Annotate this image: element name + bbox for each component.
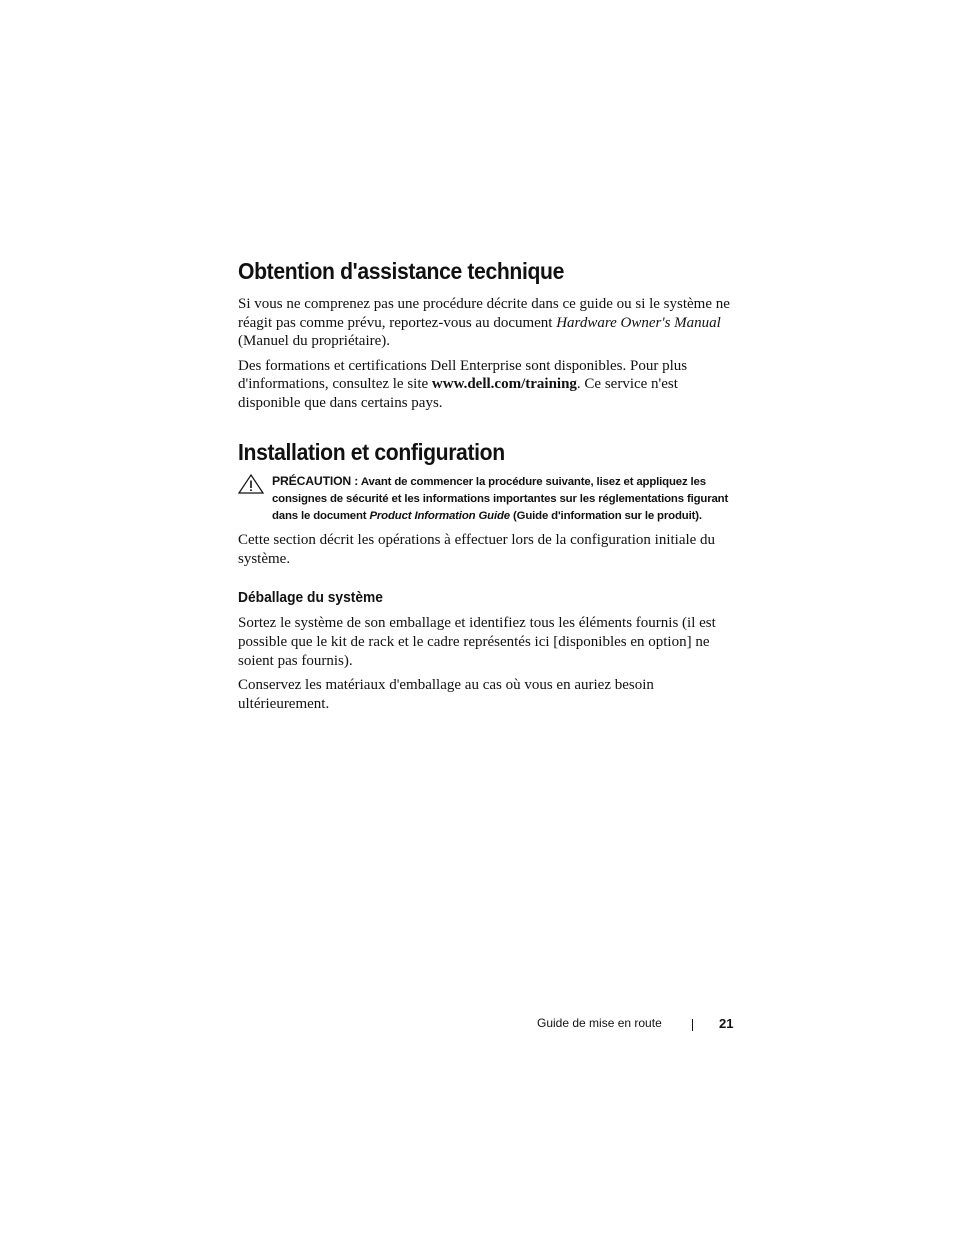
text-run: (Manuel du propriétaire). — [238, 333, 391, 350]
caution-text — [272, 473, 738, 526]
section-heading-support: Obtention d'assistance technique — [238, 258, 565, 284]
document-title: Hardware Owner's Manual — [556, 314, 721, 331]
text-run: Si vous ne comprenez pas une procédure décrite dans ce guide ou si le système ne réagit pas comme prévu, reportez-vous au document — [238, 296, 730, 331]
unpacking-paragraph-1: Sortez le système de son emballage et identifiez tous les éléments fournis (il est possible que le kit de rack et le cadre représentés ici [disponibles en option] ne soient pas fournis). — [238, 615, 716, 669]
section-heading-installation: Installation et configuration — [238, 438, 505, 465]
warning-triangle-icon — [238, 474, 264, 494]
page-number: 21 — [719, 1016, 734, 1031]
support-paragraph-2 — [238, 357, 738, 413]
footer-divider — [692, 1019, 693, 1031]
text-run: . Ce service n'est disponible que dans certains pays. — [238, 376, 678, 411]
text-run: (Guide d'information sur le produit). — [509, 509, 702, 522]
caution-label: PRÉCAUTION : — [272, 473, 359, 488]
footer-guide-title: Guide de mise en route — [537, 1016, 662, 1030]
page-footer — [537, 1016, 737, 1036]
text-run: Avant de commencer la procédure suivante, lisez et appliquez les consignes de sécurité et les informations importantes sur les réglementations figurant dans le document — [272, 475, 729, 522]
training-url: www.dell.com/training — [431, 376, 577, 393]
document-title: Product Information Guide — [369, 509, 510, 522]
caution-notice — [238, 473, 738, 526]
unpacking-paragraph-2: Conservez les matériaux d'emballage au cas où vous en auriez besoin ultérieurement. — [238, 677, 654, 712]
subsection-heading-unpacking: Déballage du système — [238, 589, 383, 607]
page-content — [238, 254, 738, 713]
support-paragraph-1 — [238, 295, 738, 351]
text-run: Des formations et certifications Dell Enterprise sont disponibles. Pour plus d'informations, consultez le site — [238, 357, 688, 393]
installation-paragraph: Cette section décrit les opérations à effectuer lors de la configuration initiale du système. — [238, 532, 716, 567]
